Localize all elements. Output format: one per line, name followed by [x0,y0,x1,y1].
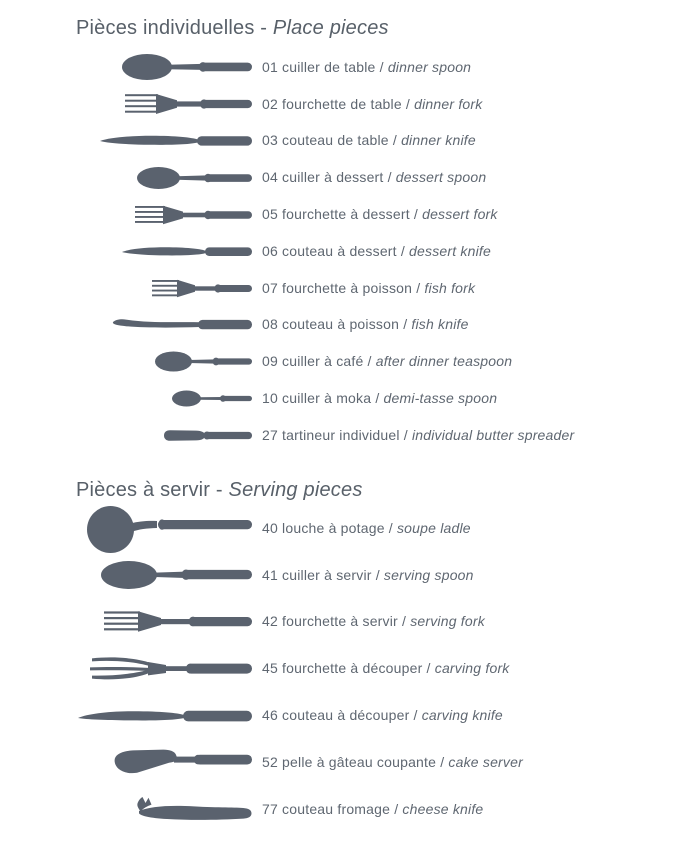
section-title-en: Place pieces [272,17,389,39]
item-label: 06 couteau à dessert / dessert knife [262,242,492,259]
item-icon-cell [0,279,252,298]
item-row-42 [0,599,674,646]
item-row-05 [0,196,674,233]
item-icon-cell [0,429,252,442]
item-label: 52 pelle à gâteau coupante / cake server [262,753,523,770]
item-icon-cell [0,390,252,407]
item-label: 03 couteau de table / dinner knife [262,132,476,149]
item-row-45 [0,645,674,692]
dessert-knife-icon [122,244,252,259]
item-row-27 [0,417,674,454]
item-row-01 [0,49,674,86]
after-dinner-teaspoon-icon [155,351,252,372]
item-row-52 [0,739,674,786]
item-label: 09 cuiller à café / after dinner teaspoon [262,353,513,370]
item-label: 01 cuiller de table / dinner spoon [262,58,472,75]
item-label: 07 fourchette à poisson / fish fork [262,279,476,296]
place-pieces-list [0,49,674,454]
section-title-place-pieces [76,15,389,41]
item-row-09 [0,343,674,380]
cheese-knife-icon [136,797,252,821]
item-row-07 [0,270,674,307]
item-row-03 [0,123,674,160]
section-title-en: Serving pieces [228,479,363,501]
dinner-knife-icon [100,132,252,149]
item-label: 77 couteau fromage / cheese knife [262,800,484,817]
fish-fork-icon [152,279,252,298]
item-icon-cell [0,244,252,259]
item-label: 42 fourchette à servir / serving fork [262,613,485,630]
dinner-fork-icon [125,93,252,115]
item-icon-cell [0,504,252,553]
item-icon-cell [0,351,252,372]
item-icon-cell [0,610,252,633]
item-label: 41 cuiller à servir / serving spoon [262,566,474,583]
item-icon-cell [0,53,252,81]
dinner-spoon-icon [122,53,252,81]
item-row-06 [0,233,674,270]
item-row-77 [0,786,674,833]
butter-spreader-icon [164,429,252,442]
demi-tasse-spoon-icon [172,390,252,407]
item-label: 10 cuiller à moka / demi-tasse spoon [262,390,498,407]
dessert-spoon-icon [137,166,252,190]
fish-knife-icon [112,317,252,332]
item-label: 04 cuiller à dessert / dessert spoon [262,169,487,186]
soup-ladle-icon [87,504,252,553]
item-label: 46 couteau à découper / carving knife [262,707,503,724]
serving-pieces-list [0,505,674,833]
dessert-fork-icon [135,205,252,225]
item-row-10 [0,380,674,417]
item-label: 40 louche à potage / soupe ladle [262,519,471,536]
section-title-serving-pieces [76,477,363,503]
item-row-46 [0,692,674,739]
item-icon-cell [0,93,252,115]
item-label: 02 fourchette de table / dinner fork [262,95,483,112]
item-icon-cell [0,317,252,332]
item-row-02 [0,86,674,123]
item-label: 08 couteau à poisson / fish knife [262,316,469,333]
item-icon-cell [0,560,252,590]
item-label: 05 fourchette à dessert / dessert fork [262,206,498,223]
item-icon-cell [0,166,252,190]
item-row-08 [0,307,674,344]
item-icon-cell [0,797,252,821]
carving-fork-icon [90,655,252,682]
item-icon-cell [0,655,252,682]
serving-spoon-icon [101,560,252,590]
item-label: 45 fourchette à découper / carving fork [262,660,510,677]
item-icon-cell [0,205,252,225]
cake-server-icon [112,747,252,777]
item-icon-cell [0,132,252,149]
section-title-fr: Pièces à servir - [76,479,229,501]
item-row-04 [0,159,674,196]
carving-knife-icon [78,707,252,725]
item-label: 27 tartineur individuel / individual butter spreader [262,426,575,443]
item-row-40 [0,505,674,552]
serving-fork-icon [104,610,252,633]
item-row-41 [0,552,674,599]
item-icon-cell [0,707,252,725]
item-icon-cell [0,747,252,777]
section-title-fr: Pièces individuelles - [76,17,273,39]
